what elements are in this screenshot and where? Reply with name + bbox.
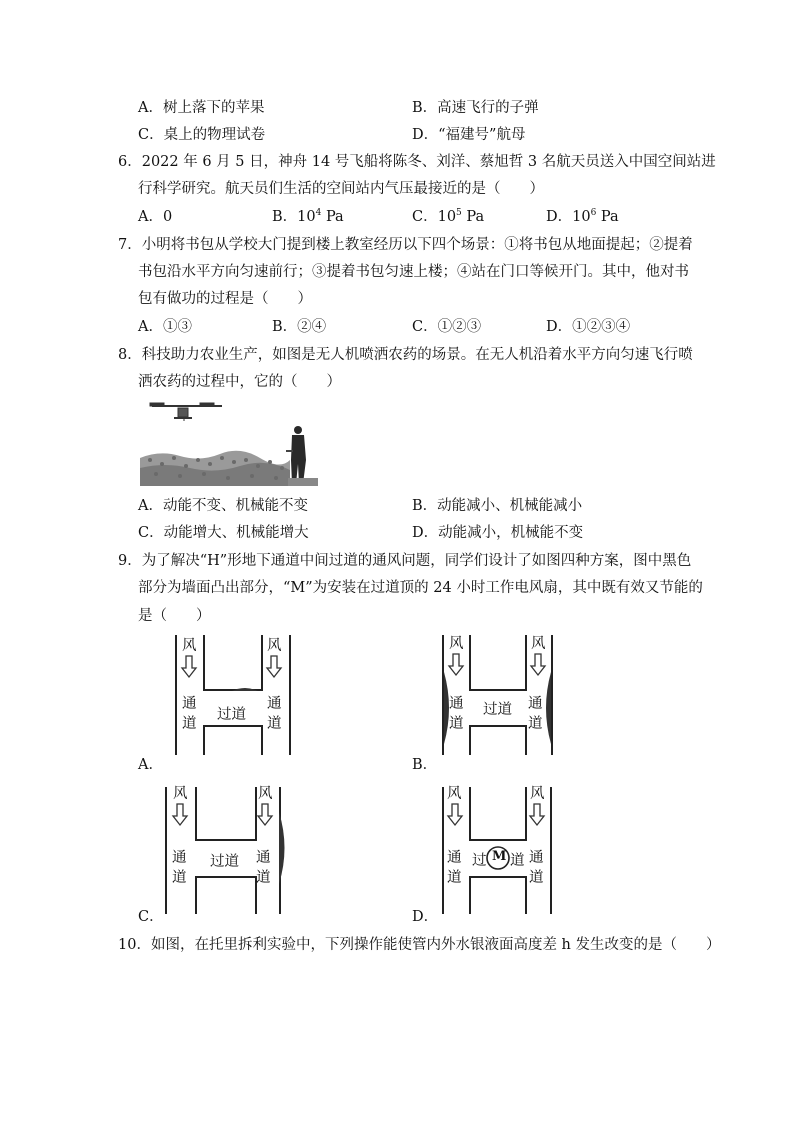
passage-label-right-top: 通 [267,696,282,712]
q7-option-c: C．①②③ [412,319,482,335]
passage-label-left-bottom: 道 [447,870,462,886]
wind-label-left: 风 [449,636,464,652]
q6-option-a: A．0 [138,209,173,225]
passage-label-right-top: 通 [529,850,544,866]
q6-option-d: D．$10^6$ Pa [546,208,619,225]
q9-diagram-a [170,630,295,760]
q8-option-a: A．动能不变、机械能不变 [138,498,308,514]
down-arrow-icon [449,654,545,675]
wind-label-right: 风 [258,786,273,802]
wind-label-left: 风 [182,638,197,654]
q6-stem-line1: 6．2022 年 6 月 5 日，神舟 14 号飞船将陈冬、刘洋、蔡旭哲 3 名航天员送入中国空间站进 [118,154,716,170]
passage-label-left-top: 通 [449,696,464,712]
q6-option-b: B．$10^4$ Pa [272,208,344,225]
q9-option-a-label: A． [138,757,163,773]
corridor-label: 过道 [210,854,239,870]
passage-label-right-bottom: 道 [528,716,543,732]
q7-option-a: A．①③ [138,319,192,335]
q5-option-b: B．高速飞行的子弹 [412,100,539,116]
down-arrow-icon [182,656,281,677]
passage-label-left-bottom: 道 [182,716,197,732]
drone-spraying-photo [140,398,318,486]
down-arrow-icon [448,804,544,825]
q9-option-c-label: C． [138,909,164,925]
q9-stem-line2: 部分为墙面凸出部分，“M”为安装在过道顶的 24 小时工作电风扇，其中既有效又节能的 [138,580,703,596]
corridor-label-left: 过 [472,853,487,869]
q5-option-d: D．“福建号”航母 [412,127,526,143]
wind-label-right: 风 [267,638,282,654]
q7-option-d: D．①②③④ [546,319,631,335]
passage-label-right-bottom: 道 [267,716,282,732]
wind-label-right: 风 [531,636,546,652]
passage-label-right-bottom: 道 [256,870,271,886]
passage-label-left-top: 通 [172,850,187,866]
fan-icon: M [492,849,507,864]
wind-label-left: 风 [173,786,188,802]
q9-diagram-d [438,782,558,917]
q8-stem-line2: 洒农药的过程中，它的（ ） [138,374,341,390]
q6-option-c: C．$10^5$ Pa [412,208,485,225]
q8-stem-line1: 8．科技助力农业生产，如图是无人机喷洒农药的场景。在无人机沿着水平方向匀速飞行喷 [118,347,693,363]
passage-label-right-bottom: 道 [529,870,544,886]
corridor-label-right: 道 [510,853,525,869]
q7-stem-line3: 包有做功的过程是（ ） [138,291,312,307]
passage-label-left-top: 通 [447,850,462,866]
q7-stem-line1: 7．小明将书包从学校大门提到楼上教室经历以下四个场景：①将书包从地面提起；②提着 [118,237,693,253]
passage-label-right-top: 通 [256,850,271,866]
q8-option-b: B．动能减小、机械能减小 [412,498,583,514]
passage-label-left-top: 通 [182,696,197,712]
q9-stem-line1: 9．为了解决“H”形地下通道中间过道的通风问题，同学们设计了如图四种方案，图中黑色 [118,553,692,569]
q9-diagram-b [438,630,558,760]
q9-option-b-label: B． [412,757,438,773]
q7-option-b: B．②④ [272,319,327,335]
wind-label-right: 风 [530,786,545,802]
q10-stem-line1: 10．如图，在托里拆利实验中，下列操作能使管内外水银液面高度差 h 发生改变的是（ ） [118,937,721,953]
q9-diagram-c [160,782,290,917]
passage-label-left-bottom: 道 [172,870,187,886]
q9-option-d-label: D． [412,909,439,925]
q5-option-a: A．树上落下的苹果 [138,100,265,116]
passage-label-right-top: 通 [528,696,543,712]
q8-option-d: D．动能减小，机械能不变 [412,525,584,541]
q8-option-c: C．动能增大、机械能增大 [138,525,309,541]
corridor-label: 过道 [217,707,246,723]
down-arrow-icon [173,804,272,825]
q7-stem-line2: 书包沿水平方向匀速前行；③提着书包匀速上楼；④站在门口等候开门。其中，他对书 [138,264,689,280]
q5-option-c: C．桌上的物理试卷 [138,127,266,143]
passage-label-left-bottom: 道 [449,716,464,732]
wind-label-left: 风 [447,786,462,802]
q6-stem-line2: 行科学研究。航天员们生活的空间站内气压最接近的是（ ） [138,181,544,197]
corridor-label: 过道 [483,702,512,718]
q9-stem-line3: 是（ ） [138,608,211,624]
